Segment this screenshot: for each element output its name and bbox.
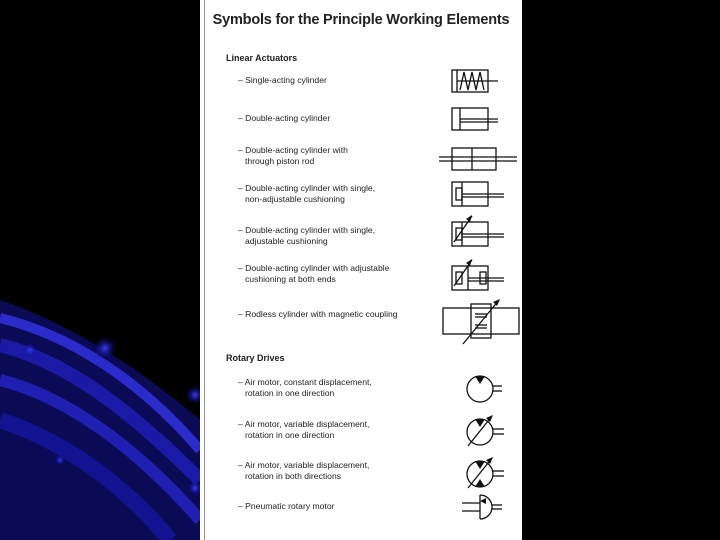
list-item [238, 460, 369, 482]
item-line1: – Double-acting cylinder [238, 113, 331, 123]
item-line1: – Air motor, variable displacement, [238, 419, 370, 429]
item-line1: – Air motor, constant displacement, [238, 377, 372, 387]
item-line2: adjustable cushioning [245, 236, 328, 246]
item-line1: – Double-acting cylinder with single, [238, 225, 376, 235]
item-line1: – Air motor, variable displacement, [238, 460, 370, 470]
double-acting-cylinder-icon [450, 106, 500, 132]
through-rod-cylinder-icon [438, 144, 518, 174]
rotary-motor-icon [458, 493, 504, 521]
single-acting-cylinder-icon [450, 68, 500, 94]
page-edge-line [204, 0, 205, 540]
item-line2: rotation in one direction [245, 430, 335, 440]
item-line2: rotation in both directions [245, 471, 342, 481]
list-item [238, 501, 334, 512]
item-line2: non-adjustable cushioning [245, 194, 345, 204]
item-line1: – Pneumatic rotary motor [238, 501, 335, 511]
air-motor-bidirectional-icon [464, 452, 506, 494]
item-line1: – Double-acting cylinder with [238, 145, 348, 155]
item-line2: rotation in one direction [245, 388, 335, 398]
item-line1: – Double-acting cylinder with adjustable [238, 263, 390, 273]
document-page [200, 0, 522, 540]
air-motor-constant-icon [464, 372, 504, 406]
list-item [238, 263, 389, 285]
document-title: Symbols for the Principle Working Elements [212, 12, 510, 28]
list-item [238, 225, 375, 247]
list-item [238, 419, 369, 441]
item-line1: – Rodless cylinder with magnetic coupling [238, 309, 398, 319]
list-item [238, 145, 348, 167]
item-line2: through piston rod [245, 156, 315, 166]
item-line2: cushioning at both ends [245, 274, 336, 284]
list-item [238, 113, 330, 124]
air-motor-variable-icon [464, 412, 506, 450]
list-item [238, 183, 375, 205]
section-heading-rotary-drives: Rotary Drives [226, 353, 285, 363]
rodless-cylinder-icon [441, 298, 521, 346]
fixed-cushion-cylinder-icon [450, 180, 506, 208]
item-line1: – Single-acting cylinder [238, 75, 327, 85]
double-cushion-cylinder-icon [450, 258, 506, 292]
list-item [238, 309, 398, 320]
list-item [238, 75, 327, 86]
item-line1: – Double-acting cylinder with single, [238, 183, 376, 193]
section-heading-linear-actuators: Linear Actuators [226, 53, 298, 63]
list-item [238, 377, 372, 399]
adjustable-cushion-cylinder-icon [450, 214, 506, 248]
